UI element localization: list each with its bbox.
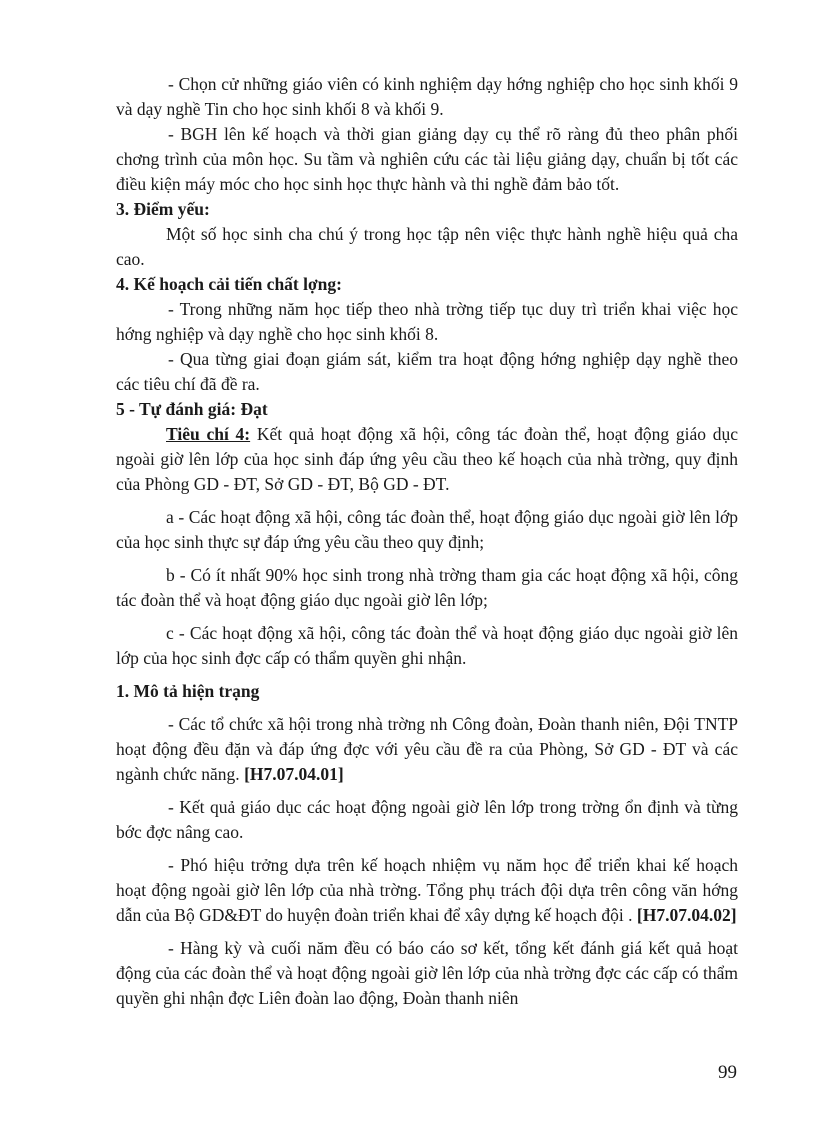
paragraph-plan-supervision: - Qua từng giai đoạn giám sát, kiểm tra hoạt động hớng nghiệp dạy nghề theo các tiêu chí đã đề ra. <box>116 349 738 394</box>
paragraph-vice-principal-text: - Phó hiệu trởng dựa trên kế hoạch nhiệm vụ năm học để triển khai kế hoạch hoạt động ngoài giờ lên lớp của nhà trờng. Tổng phụ trách đội dựa trên công văn hớng dẫn của Bộ GD&ĐT do huyện đoàn triển khai để xây dựng kế hoạch đội . <box>116 855 738 925</box>
paragraph-item-b: b - Có ít nhất 90% học sinh trong nhà trờng tham gia các hoạt động xã hội, công tác đoàn thể và hoạt động giáo dục ngoài giờ lên lớp; <box>116 565 738 610</box>
criterion-text: Kết quả hoạt động xã hội, công tác đoàn thể, hoạt động giáo dục ngoài giờ lên lớp của học sinh đáp ứng yêu cầu theo kế hoạch của nhà trờng, quy định của Phòng GD - ĐT, Sở GD - ĐT, Bộ GD - ĐT. <box>116 424 738 494</box>
paragraph-social-organizations-text: - Các tổ chức xã hội trong nhà trờng nh Công đoàn, Đoàn thanh niên, Đội TNTP hoạt động đều đặn và đáp ứng đợc với yêu cầu đề ra của Phòng, Sở GD - ĐT và các ngành chức năng. <box>116 714 738 784</box>
evidence-ref-01: [H7.07.04.01] <box>244 764 344 784</box>
paragraph-criterion-4 <box>116 422 738 497</box>
paragraph-bgh-plan: - BGH lên kế hoạch và thời gian giảng dạy cụ thể rõ ràng đủ theo phân phối chơng trình của môn học. Su tầm và nghiên cứu các tài liệu giảng dạy, chuẩn bị tốt các điều kiện máy móc cho học sinh học thực hành và thi nghề đảm bảo tốt. <box>116 124 738 194</box>
paragraph-item-c: c - Các hoạt động xã hội, công tác đoàn thể và hoạt động giáo dục ngoài giờ lên lớp của học sinh đợc cấp có thẩm quyền ghi nhận. <box>116 623 738 668</box>
paragraph-item-a: a - Các hoạt động xã hội, công tác đoàn thể, hoạt động giáo dục ngoài giờ lên lớp của học sinh thực sự đáp ứng yêu cầu theo quy định; <box>116 507 738 552</box>
evidence-ref-02: [H7.07.04.02] <box>636 905 737 925</box>
heading-self-assessment: 5 - Tự đánh giá: Đạt <box>116 399 268 419</box>
paragraph-teacher-selection: - Chọn cử những giáo viên có kinh nghiệm dạy hớng nghiệp cho học sinh khối 9 và dạy nghề Tin cho học sinh khối 8 và khối 9. <box>116 74 738 119</box>
document-page <box>116 72 738 1011</box>
paragraph-weakness: Một số học sinh cha chú ý trong học tập nên việc thực hành nghề hiệu quả cha cao. <box>116 224 738 269</box>
paragraph-social-organizations <box>116 712 738 787</box>
paragraph-plan-continue: - Trong những năm học tiếp theo nhà trờng tiếp tục duy trì triển khai việc học hớng nghiệp và dạy nghề cho học sinh khối 8. <box>116 299 738 344</box>
paragraph-vice-principal <box>116 853 738 928</box>
heading-improvement-plan: 4. Kế hoạch cải tiến chất lợng: <box>116 274 342 294</box>
paragraph-education-results: - Kết quả giáo dục các hoạt động ngoài giờ lên lớp trong trờng ổn định và từng bớc đợc nâng cao. <box>116 797 738 842</box>
criterion-label: Tiêu chí 4: <box>166 424 251 444</box>
page-number: 99 <box>718 1062 737 1083</box>
heading-weakness: 3. Điểm yếu: <box>116 199 210 219</box>
heading-current-status: 1. Mô tả hiện trạng <box>116 681 260 701</box>
paragraph-reports: - Hàng kỳ và cuối năm đều có báo cáo sơ kết, tổng kết đánh giá kết quả hoạt động của các đoàn thể và hoạt động ngoài giờ lên lớp của nhà trờng đợc các cấp có thẩm quyền ghi nhận đợc Liên đoàn lao động, Đoàn thanh niên <box>116 938 738 1008</box>
